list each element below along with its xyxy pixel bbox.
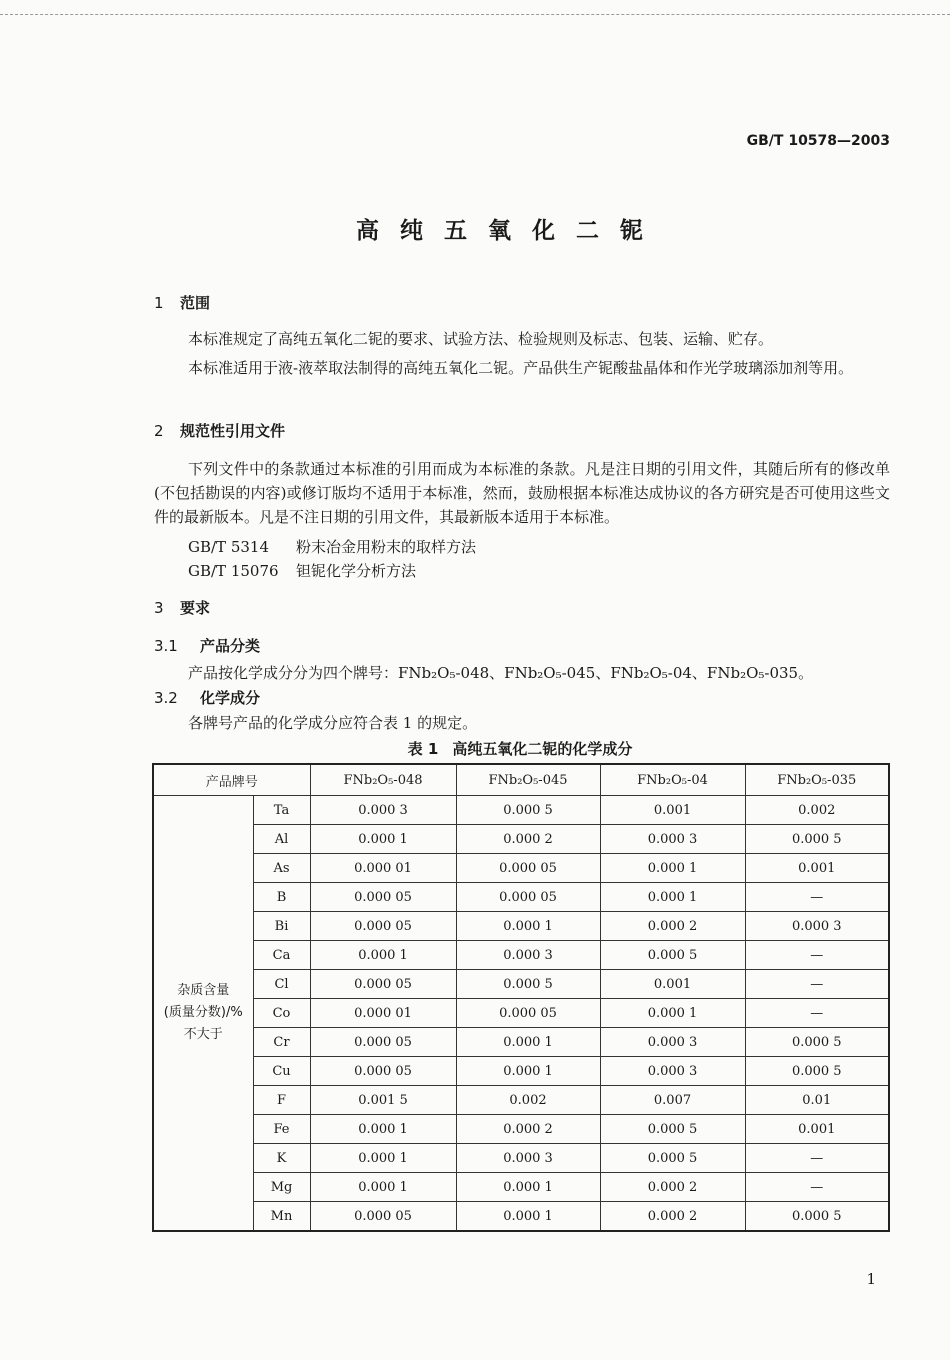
grade-header: FNb₂O₅-048 bbox=[310, 764, 456, 796]
section-3-1-heading bbox=[154, 635, 260, 656]
value-cell: 0.000 5 bbox=[600, 941, 745, 970]
reference-title: 钽铌化学分析方法 bbox=[296, 562, 417, 580]
value-cell: 0.000 2 bbox=[600, 1173, 745, 1202]
element-cell: Co bbox=[253, 999, 310, 1028]
value-cell: 0.000 5 bbox=[600, 1115, 745, 1144]
element-cell: Cr bbox=[253, 1028, 310, 1057]
table-row bbox=[153, 1057, 889, 1086]
section-3-heading bbox=[154, 597, 210, 618]
value-cell: 0.000 05 bbox=[456, 883, 600, 912]
element-cell: F bbox=[253, 1086, 310, 1115]
element-cell: B bbox=[253, 883, 310, 912]
value-cell: 0.000 01 bbox=[310, 854, 456, 883]
value-cell: 0.000 1 bbox=[456, 1057, 600, 1086]
section-title: 要求 bbox=[180, 599, 211, 617]
value-cell: — bbox=[745, 1144, 889, 1173]
table-caption-title: 高纯五氧化二铌的化学成分 bbox=[452, 740, 633, 758]
value-cell: 0.000 1 bbox=[456, 1028, 600, 1057]
value-cell: 0.000 05 bbox=[310, 1202, 456, 1232]
value-cell: 0.001 bbox=[745, 1115, 889, 1144]
table-row bbox=[153, 1173, 889, 1202]
value-cell: 0.000 2 bbox=[456, 825, 600, 854]
section-number: 3 bbox=[154, 599, 164, 617]
table-row bbox=[153, 1115, 889, 1144]
value-cell: 0.000 3 bbox=[456, 1144, 600, 1173]
section-title: 化学成分 bbox=[200, 689, 261, 707]
table-row bbox=[153, 1028, 889, 1057]
element-cell: K bbox=[253, 1144, 310, 1173]
value-cell: 0.000 1 bbox=[456, 1202, 600, 1232]
section-title: 规范性引用文件 bbox=[180, 422, 286, 440]
value-cell: 0.01 bbox=[745, 1086, 889, 1115]
value-cell: 0.000 1 bbox=[310, 1115, 456, 1144]
grade-header-label: 产品牌号 bbox=[153, 764, 310, 796]
table-row bbox=[153, 796, 889, 825]
composition-text: 各牌号产品的化学成分应符合表 1 的规定。 bbox=[188, 714, 478, 732]
table-row bbox=[153, 912, 889, 941]
section-number: 1 bbox=[154, 294, 164, 312]
scope-paragraph-1: 本标准规定了高纯五氧化二铌的要求、试验方法、检验规则及标志、包装、运输、贮存。 bbox=[188, 330, 774, 348]
section-2-heading bbox=[154, 420, 285, 441]
reference-code: GB/T 15076 bbox=[188, 562, 279, 580]
value-cell: — bbox=[745, 999, 889, 1028]
section-number: 3.2 bbox=[154, 689, 178, 707]
reference-code: GB/T 5314 bbox=[188, 538, 270, 556]
value-cell: 0.000 1 bbox=[310, 1173, 456, 1202]
value-cell: 0.001 bbox=[745, 854, 889, 883]
value-cell: 0.007 bbox=[600, 1086, 745, 1115]
table-row bbox=[153, 1144, 889, 1173]
reference-title: 粉末冶金用粉末的取样方法 bbox=[296, 538, 477, 556]
value-cell: 0.000 1 bbox=[600, 854, 745, 883]
value-cell: 0.002 bbox=[745, 796, 889, 825]
value-cell: 0.000 3 bbox=[456, 941, 600, 970]
value-cell: — bbox=[745, 941, 889, 970]
grade-header: FNb₂O₅-04 bbox=[600, 764, 745, 796]
table-caption bbox=[0, 738, 950, 759]
value-cell: 0.000 1 bbox=[310, 941, 456, 970]
element-cell: Mn bbox=[253, 1202, 310, 1232]
element-cell: Mg bbox=[253, 1173, 310, 1202]
table-row bbox=[153, 883, 889, 912]
element-cell: Bi bbox=[253, 912, 310, 941]
table-row bbox=[153, 941, 889, 970]
standard-code: GB/T 10578—2003 bbox=[746, 133, 890, 149]
value-cell: 0.000 5 bbox=[745, 1057, 889, 1086]
value-cell: 0.000 5 bbox=[745, 1028, 889, 1057]
value-cell: 0.001 5 bbox=[310, 1086, 456, 1115]
value-cell: 0.000 3 bbox=[745, 912, 889, 941]
element-cell: As bbox=[253, 854, 310, 883]
element-cell: Ta bbox=[253, 796, 310, 825]
value-cell: 0.000 1 bbox=[310, 1144, 456, 1173]
value-cell: 0.000 5 bbox=[745, 1202, 889, 1232]
value-cell: 0.000 1 bbox=[600, 999, 745, 1028]
value-cell: 0.000 3 bbox=[310, 796, 456, 825]
value-cell: 0.000 05 bbox=[310, 970, 456, 999]
references-intro: 下列文件中的条款通过本标准的引用而成为本标准的条款。凡是注日期的引用文件，其随后所有的修改单(不包括勘误的内容)或修订版均不适用于本标准，然而，鼓励根据本标准达成协议的各方研究是否可使用这些文件的最新版本。凡是不注日期的引用文件，其最新版本适用于本标准。 bbox=[154, 460, 890, 526]
value-cell: 0.000 5 bbox=[600, 1144, 745, 1173]
value-cell: 0.002 bbox=[456, 1086, 600, 1115]
value-cell: 0.000 5 bbox=[456, 970, 600, 999]
value-cell: — bbox=[745, 883, 889, 912]
value-cell: 0.000 05 bbox=[310, 912, 456, 941]
value-cell: 0.000 2 bbox=[600, 912, 745, 941]
value-cell: 0.000 1 bbox=[456, 1173, 600, 1202]
value-cell: 0.000 2 bbox=[456, 1115, 600, 1144]
value-cell: 0.001 bbox=[600, 796, 745, 825]
composition-table bbox=[152, 763, 890, 1232]
scan-edge-line bbox=[0, 14, 950, 15]
table-row bbox=[153, 1202, 889, 1232]
value-cell: 0.001 bbox=[600, 970, 745, 999]
value-cell: — bbox=[745, 970, 889, 999]
element-cell: Cl bbox=[253, 970, 310, 999]
value-cell: 0.000 1 bbox=[456, 912, 600, 941]
value-cell: 0.000 5 bbox=[456, 796, 600, 825]
page-number: 1 bbox=[866, 1270, 876, 1288]
table-row bbox=[153, 1086, 889, 1115]
scope-paragraph-2: 本标准适用于液-液萃取法制得的高纯五氧化二铌。产品供生产铌酸盐晶体和作光学玻璃添加剂等用。 bbox=[188, 359, 854, 377]
value-cell: 0.000 3 bbox=[600, 825, 745, 854]
section-1-heading bbox=[154, 292, 210, 313]
value-cell: 0.000 05 bbox=[456, 854, 600, 883]
value-cell: 0.000 5 bbox=[745, 825, 889, 854]
grade-header: FNb₂O₅-035 bbox=[745, 764, 889, 796]
impurity-group-label bbox=[153, 796, 253, 1232]
table-row bbox=[153, 854, 889, 883]
table-row bbox=[153, 999, 889, 1028]
value-cell: 0.000 01 bbox=[310, 999, 456, 1028]
section-title: 范围 bbox=[180, 294, 211, 312]
section-title: 产品分类 bbox=[200, 637, 261, 655]
value-cell: 0.000 05 bbox=[310, 883, 456, 912]
value-cell: 0.000 1 bbox=[310, 825, 456, 854]
value-cell: 0.000 3 bbox=[600, 1028, 745, 1057]
group-label-line: 不大于 bbox=[183, 1027, 223, 1042]
element-cell: Ca bbox=[253, 941, 310, 970]
section-3-2-heading bbox=[154, 687, 260, 708]
table-header-row bbox=[153, 764, 889, 796]
element-cell: Fe bbox=[253, 1115, 310, 1144]
value-cell: 0.000 1 bbox=[600, 883, 745, 912]
value-cell: — bbox=[745, 1173, 889, 1202]
table-caption-number: 表 1 bbox=[407, 740, 439, 758]
value-cell: 0.000 3 bbox=[600, 1057, 745, 1086]
classification-text: 产品按化学成分分为四个牌号：FNb₂O₅-048、FNb₂O₅-045、FNb₂O₅-04、FNb₂O₅-035。 bbox=[188, 664, 814, 682]
value-cell: 0.000 05 bbox=[310, 1028, 456, 1057]
element-cell: Cu bbox=[253, 1057, 310, 1086]
group-label-line: 杂质含量 bbox=[177, 983, 230, 998]
grade-header: FNb₂O₅-045 bbox=[456, 764, 600, 796]
table-row bbox=[153, 825, 889, 854]
element-cell: Al bbox=[253, 825, 310, 854]
document-title: 高纯五氧化二铌 bbox=[356, 218, 664, 244]
table-row bbox=[153, 970, 889, 999]
section-number: 3.1 bbox=[154, 637, 178, 655]
value-cell: 0.000 05 bbox=[456, 999, 600, 1028]
reference-item bbox=[188, 536, 476, 557]
reference-item bbox=[188, 560, 416, 581]
section-number: 2 bbox=[154, 422, 164, 440]
value-cell: 0.000 2 bbox=[600, 1202, 745, 1232]
group-label-line: (质量分数)/% bbox=[163, 1005, 243, 1020]
value-cell: 0.000 05 bbox=[310, 1057, 456, 1086]
